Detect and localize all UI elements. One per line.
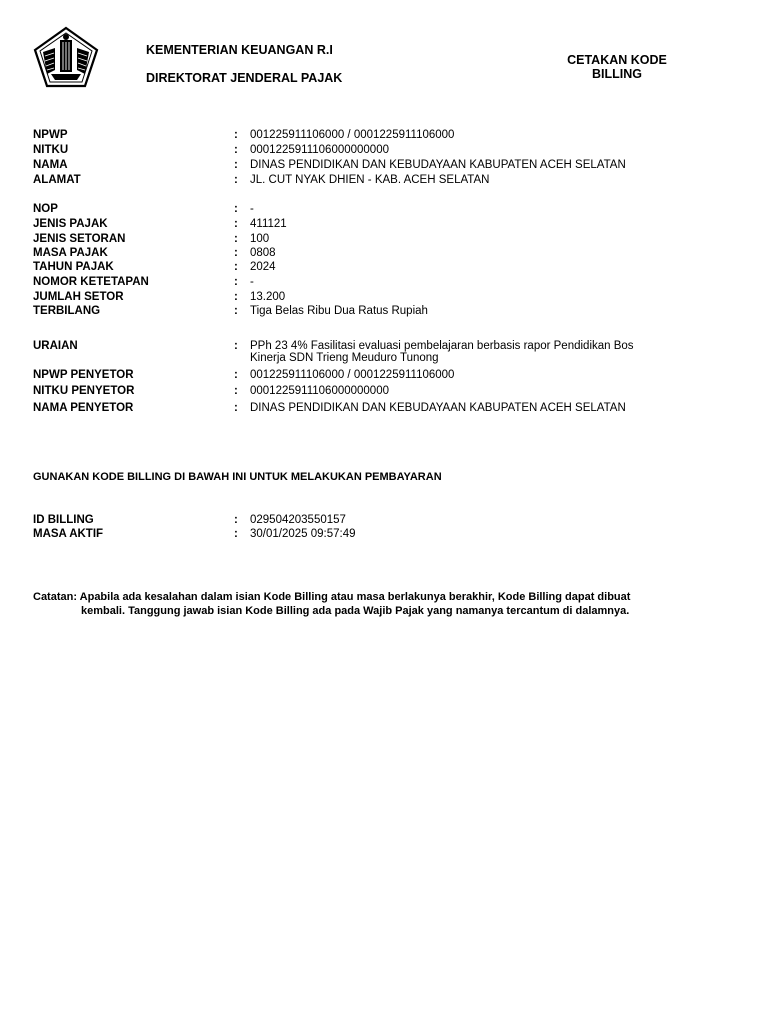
- note-line2: kembali. Tanggung jawab isian Kode Billing ada pada Wajib Pajak yang namanya tercantum di dalamnya.: [81, 605, 630, 617]
- field-colon: :: [234, 528, 238, 540]
- field-label: NITKU: [33, 144, 69, 156]
- field-value: [250, 340, 730, 364]
- field-value: 029504203550157: [250, 514, 346, 526]
- field-label: JENIS SETORAN: [33, 233, 126, 245]
- field-colon: :: [234, 340, 238, 352]
- uraian-line1: PPh 23 4% Fasilitasi evaluasi pembelajaran berbasis rapor Pendidikan Bos: [250, 340, 634, 352]
- field-colon: :: [234, 276, 238, 288]
- field-colon: :: [234, 385, 238, 397]
- field-label: MASA AKTIF: [33, 528, 104, 540]
- field-label: ALAMAT: [33, 174, 81, 186]
- field-colon: :: [234, 369, 238, 381]
- field-value: 100: [250, 233, 270, 245]
- field-value: Tiga Belas Ribu Dua Ratus Rupiah: [250, 305, 428, 317]
- field-value: 001225911106000 / 0001225911106000: [250, 129, 455, 141]
- field-colon: :: [234, 159, 238, 171]
- field-colon: :: [234, 291, 238, 303]
- document-title: [556, 53, 678, 81]
- field-colon: :: [234, 203, 238, 215]
- field-colon: :: [234, 218, 238, 230]
- field-colon: :: [234, 247, 238, 259]
- field-label: NOP: [33, 203, 58, 215]
- field-label: TAHUN PAJAK: [33, 261, 114, 273]
- field-value: 411121: [250, 218, 287, 230]
- field-label: NOMOR KETETAPAN: [33, 276, 149, 288]
- note-line1: Catatan: Apabila ada kesalahan dalam isian Kode Billing atau masa berlakunya berakhir, Kode Billing dapat dibuat: [33, 591, 631, 603]
- field-value: 30/01/2025 09:57:49: [250, 528, 356, 540]
- field-value: 0001225911106000000000: [250, 385, 389, 397]
- directorate-name: DIREKTORAT JENDERAL PAJAK: [146, 71, 343, 85]
- field-colon: :: [234, 233, 238, 245]
- field-value: -: [250, 276, 254, 288]
- field-label: NITKU PENYETOR: [33, 385, 135, 397]
- field-label: NAMA PENYETOR: [33, 402, 134, 414]
- field-colon: :: [234, 174, 238, 186]
- field-value: DINAS PENDIDIKAN DAN KEBUDAYAAN KABUPATEN ACEH SELATAN: [250, 159, 626, 171]
- field-colon: :: [234, 402, 238, 414]
- field-value: 0001225911106000000000: [250, 144, 389, 156]
- field-label: ID BILLING: [33, 514, 94, 526]
- ministry-name: KEMENTERIAN KEUANGAN R.I: [146, 43, 333, 57]
- document-title-line1: CETAKAN KODE: [567, 53, 667, 67]
- uraian-line2: Kinerja SDN Trieng Meuduro Tunong: [250, 352, 439, 364]
- field-label: JENIS PAJAK: [33, 218, 108, 230]
- field-value: 0808: [250, 247, 276, 259]
- ministry-of-finance-emblem-icon: [33, 26, 99, 88]
- field-colon: :: [234, 514, 238, 526]
- field-colon: :: [234, 261, 238, 273]
- field-label: NAMA: [33, 159, 68, 171]
- payment-instruction: GUNAKAN KODE BILLING DI BAWAH INI UNTUK MELAKUKAN PEMBAYARAN: [33, 471, 442, 483]
- field-value: JL. CUT NYAK DHIEN - KAB. ACEH SELATAN: [250, 174, 490, 186]
- field-label: JUMLAH SETOR: [33, 291, 124, 303]
- field-value: 13.200: [250, 291, 286, 303]
- field-colon: :: [234, 305, 238, 317]
- field-label: TERBILANG: [33, 305, 101, 317]
- field-value: -: [250, 203, 254, 215]
- field-label: NPWP: [33, 129, 68, 141]
- field-value: 2024: [250, 261, 276, 273]
- field-label: URAIAN: [33, 340, 78, 352]
- document-title-line2: BILLING: [592, 67, 642, 81]
- field-colon: :: [234, 129, 238, 141]
- field-colon: :: [234, 144, 238, 156]
- note: [33, 590, 733, 618]
- field-value: 001225911106000 / 0001225911106000: [250, 369, 455, 381]
- field-label: MASA PAJAK: [33, 247, 108, 259]
- field-label: NPWP PENYETOR: [33, 369, 134, 381]
- field-value: DINAS PENDIDIKAN DAN KEBUDAYAAN KABUPATEN ACEH SELATAN: [250, 402, 626, 414]
